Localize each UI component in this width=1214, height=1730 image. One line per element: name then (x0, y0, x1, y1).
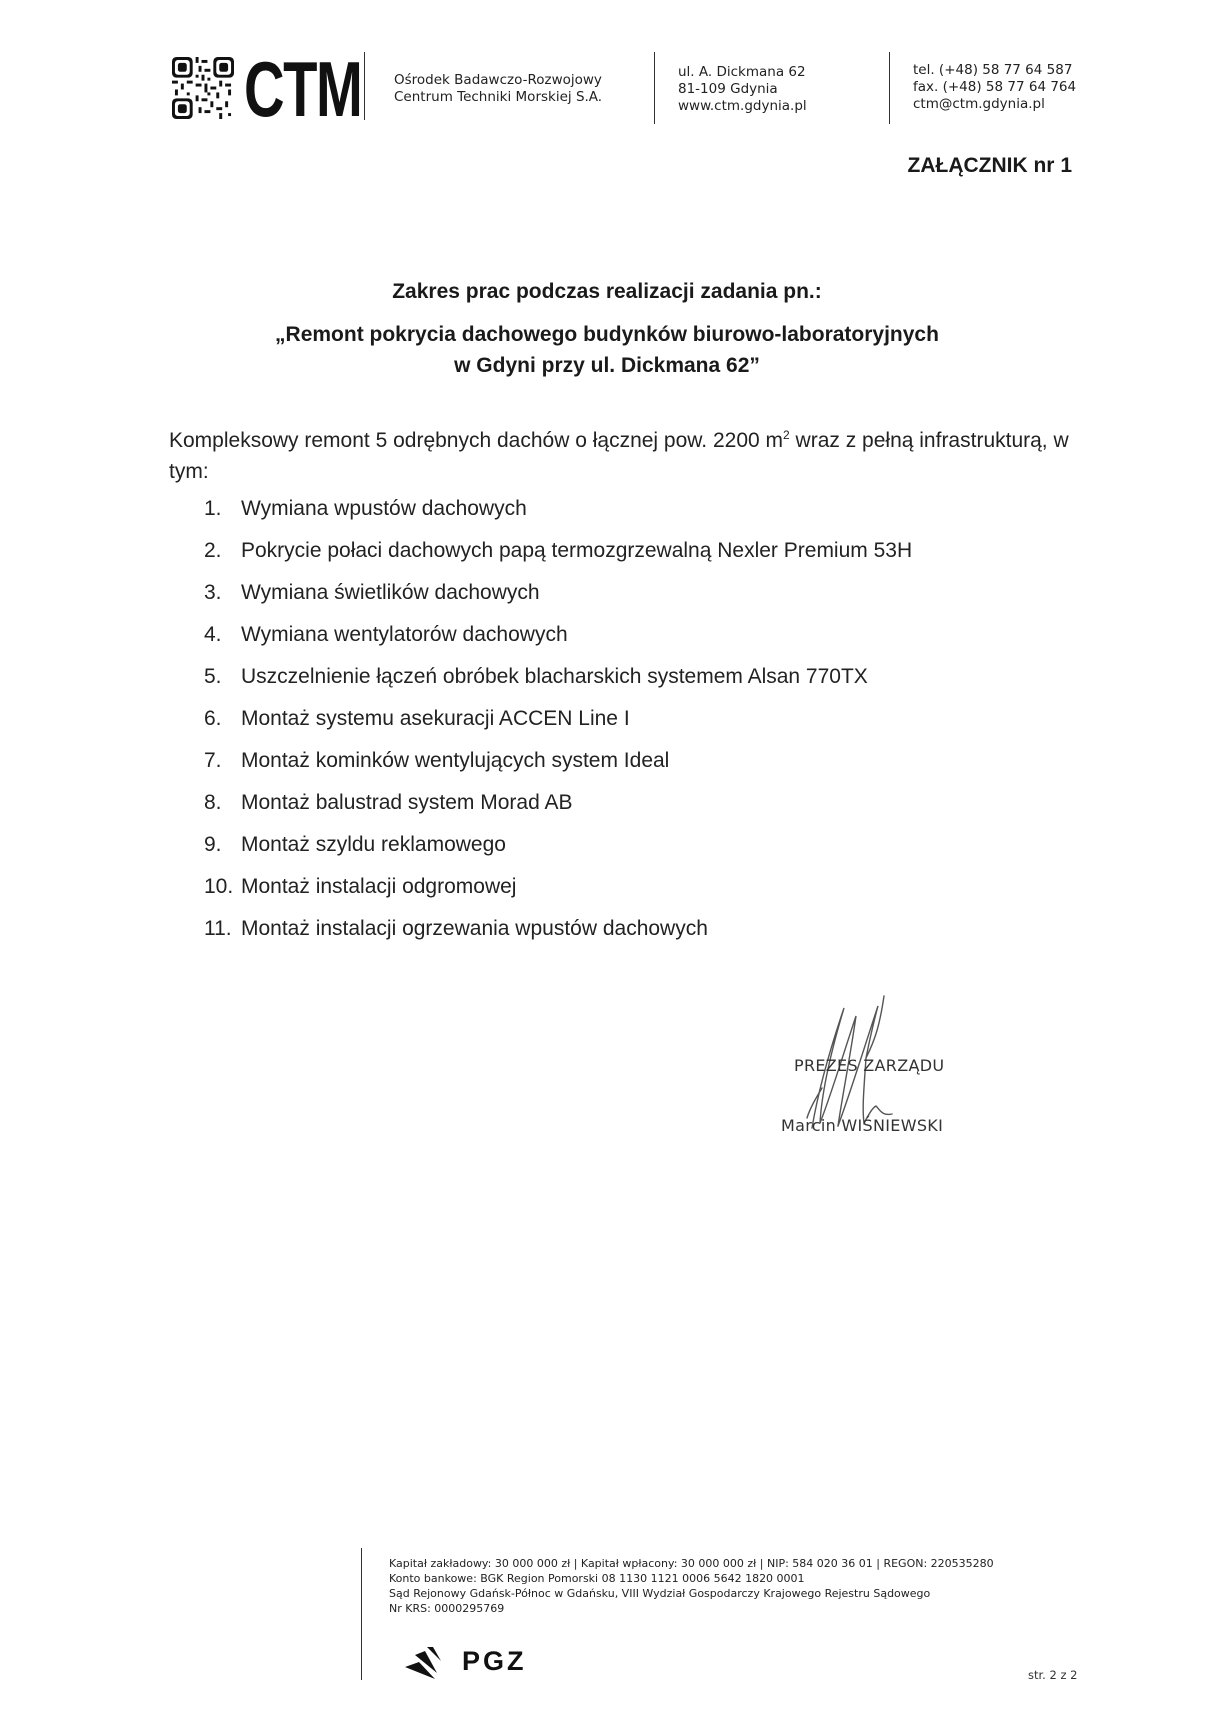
list-item (204, 788, 912, 830)
item-number: 4. (204, 623, 222, 646)
list-item (204, 704, 912, 746)
header-divider (889, 52, 890, 124)
document-title: Zakres prac podczas realizacji zadania pn.: (392, 280, 822, 303)
list-item (204, 830, 912, 872)
item-number: 11. (204, 917, 232, 940)
item-text: Montaż systemu asekuracji ACCEN Line I (241, 707, 630, 730)
item-number: 5. (204, 665, 222, 688)
item-number: 3. (204, 581, 222, 604)
email-link[interactable]: ctm@ctm.gdynia.pl (913, 96, 1045, 112)
footer-bank-account: Konto bankowe: BGK Region Pomorski 08 1130 1121 0006 5642 1820 0001 (389, 1572, 805, 1585)
item-number: 9. (204, 833, 222, 856)
list-item (204, 620, 912, 662)
fax-number: fax. (+48) 58 77 64 764 (913, 79, 1077, 95)
task-name-line1: „Remont pokrycia dachowego budynków biurowo-laboratoryjnych (275, 323, 939, 346)
list-item (204, 872, 912, 914)
address-city: 81-109 Gdynia (678, 81, 778, 97)
footer-company-info (389, 1556, 994, 1616)
ctm-logo: CTM (244, 45, 362, 133)
page-number: str. 2 z 2 (1028, 1668, 1078, 1682)
attachment-label: ZAŁĄCZNIK nr 1 (907, 154, 1072, 177)
item-number: 8. (204, 791, 222, 814)
qr-code-icon (172, 57, 234, 119)
intro-text: Kompleksowy remont 5 odrębnych dachów o łącznej pow. 2200 m (169, 429, 784, 452)
item-text: Wymiana wentylatorów dachowych (241, 623, 568, 646)
header-address (678, 64, 807, 115)
list-item (204, 914, 912, 956)
item-number: 6. (204, 707, 222, 730)
item-text: Wymiana wpustów dachowych (241, 497, 527, 520)
list-item (204, 494, 912, 536)
item-text: Montaż balustrad system Morad AB (241, 791, 573, 814)
footer-court: Sąd Rejonowy Gdańsk-Północ w Gdańsku, VIII Wydział Gospodarczy Krajowego Rejestru Sądowego (389, 1587, 931, 1600)
item-text: Montaż instalacji odgromowej (241, 875, 517, 898)
list-item (204, 536, 912, 578)
footer-capital: Kapitał zakładowy: 30 000 000 zł | Kapitał wpłacony: 30 000 000 zł | NIP: 584 020 36 01 | REGON: 220535280 (389, 1557, 994, 1570)
phone-number: tel. (+48) 58 77 64 587 (913, 62, 1073, 78)
org-name-line2: Centrum Techniki Morskiej S.A. (394, 89, 603, 105)
header-divider (654, 52, 655, 124)
list-item (204, 746, 912, 788)
pgz-logo (405, 1645, 545, 1681)
address-street: ul. A. Dickmana 62 (678, 64, 806, 80)
item-text: Montaż szyldu reklamowego (241, 833, 506, 856)
item-text: Pokrycie połaci dachowych papą termozgrzewalną Nexler Premium 53H (241, 539, 913, 562)
signatory-role: PREZES ZARZĄDU (794, 1056, 945, 1075)
intro-paragraph (169, 420, 1069, 487)
task-name-line2: w Gdyni przy ul. Dickmana 62” (454, 354, 760, 377)
org-name-line1: Ośrodek Badawczo-Rozwojowy (394, 72, 602, 88)
website-link[interactable]: www.ctm.gdynia.pl (678, 98, 807, 114)
item-text: Montaż kominków wentylujących system Ideal (241, 749, 670, 772)
item-text: Montaż instalacji ogrzewania wpustów dachowych (241, 917, 708, 940)
signatory-name: Marcin WIŚNIEWSKI (781, 1116, 944, 1135)
scope-list (204, 494, 912, 956)
item-text: Uszczelnienie łączeń obróbek blacharskich systemem Alsan 770TX (241, 665, 868, 688)
task-name (0, 319, 1214, 381)
item-text: Wymiana świetlików dachowych (241, 581, 540, 604)
header-contact (913, 62, 1076, 113)
list-item (204, 578, 912, 620)
item-number: 1. (204, 497, 222, 520)
footer-krs: Nr KRS: 0000295769 (389, 1602, 505, 1615)
header-divider (364, 52, 365, 120)
header-organization (394, 72, 602, 106)
intro-text-cont: wraz z pełną infrastrukturą, w tym: (169, 429, 1069, 483)
item-number: 2. (204, 539, 222, 562)
item-number: 7. (204, 749, 222, 772)
footer-divider (361, 1548, 362, 1680)
superscript: 2 (783, 428, 790, 442)
pgz-logo-text: PGZ (462, 1646, 527, 1676)
item-number: 10. (204, 875, 234, 898)
pgz-logo-icon (405, 1647, 445, 1681)
list-item (204, 662, 912, 704)
